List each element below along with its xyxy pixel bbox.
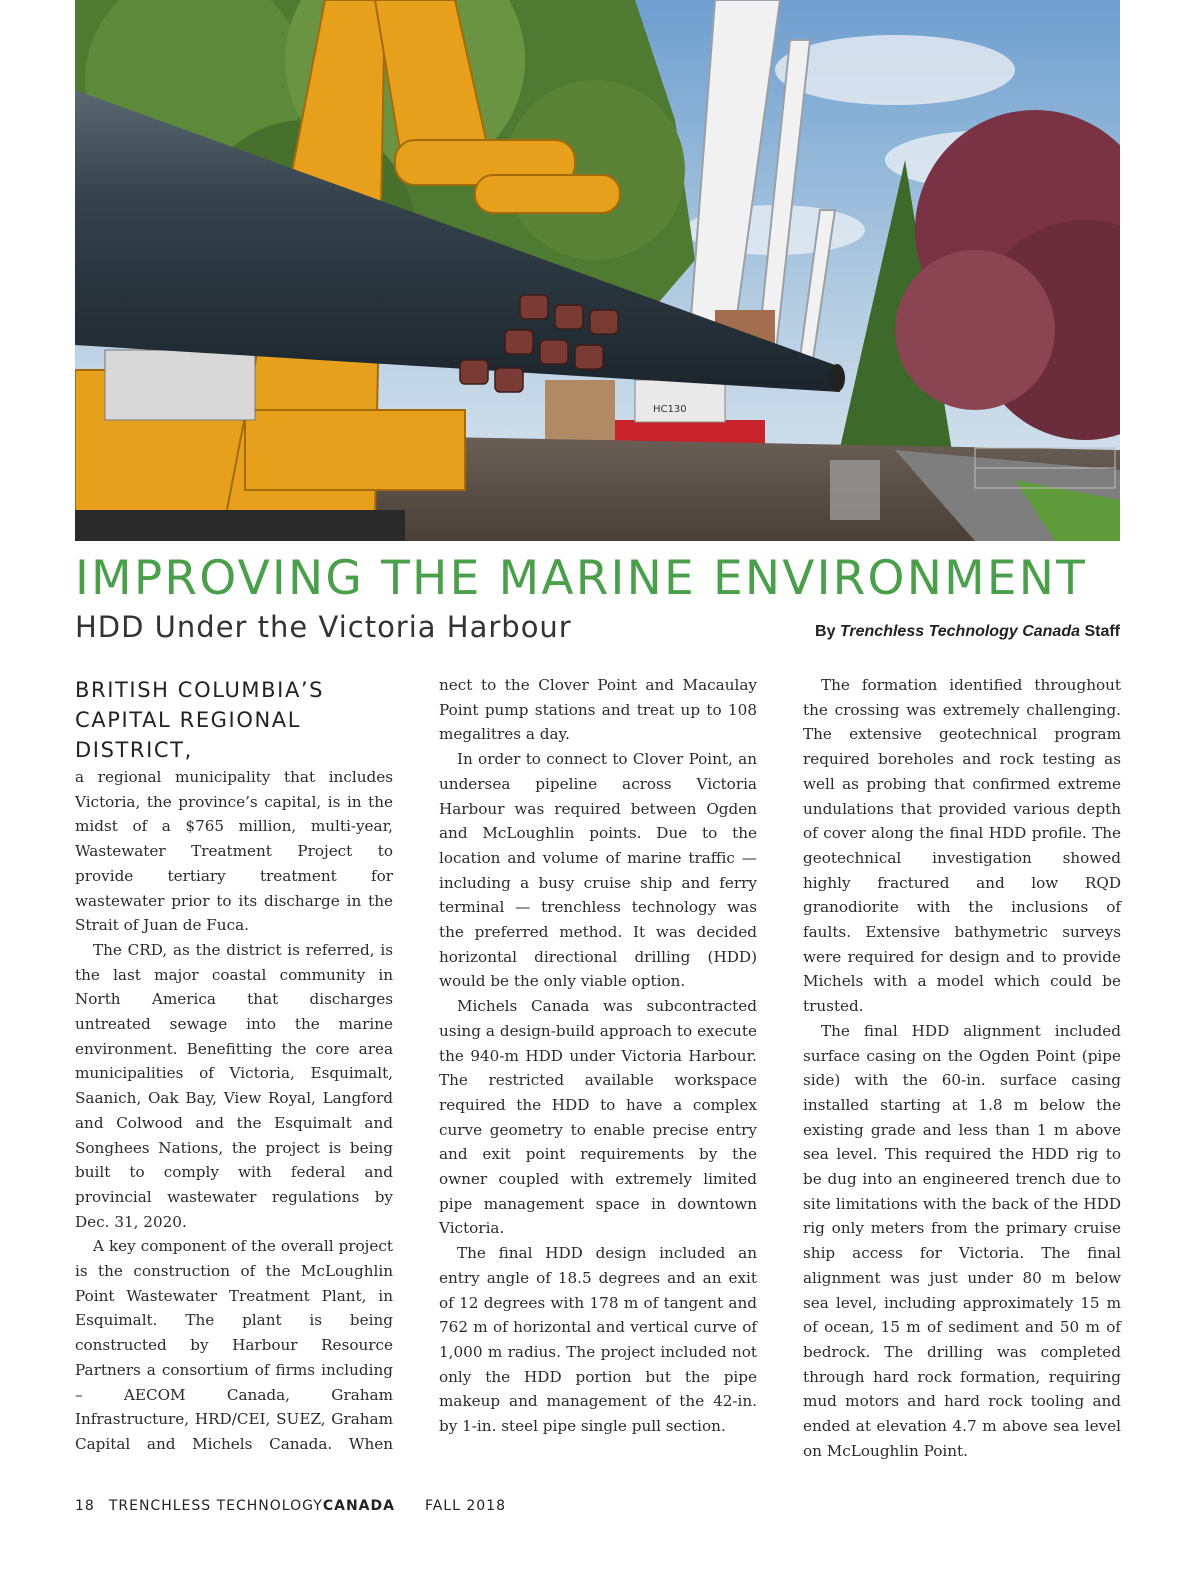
paragraph-8: The final HDD alignment included surface casing on the Ogden Point (pipe side) with the 60-in. surface casing installed starting at 1.8 m below the existing grade and less than 1 m above sea level. This required the HDD rig to be dug into an engineered trench due to site limitations with the back of the HDD rig only meters from the primary cruise ship access for Victoria. The final alignment was just under 80 m below sea level, including approximately 15 m of ocean, 15 m of sediment and 50 m of bedrock. The drilling was completed through hard rock formation, requiring mud motors and hard rock tooling and ended at elevation 4.7 m above sea level on McLoughlin Point. bbox=[803, 1021, 1121, 1460]
byline bbox=[815, 623, 1120, 641]
paragraph-4: In order to connect to Clover Point, an undersea pipeline across Victoria Harbour was required between Ogden and McLoughlin points. Due to the location and volume of marine traffic — including a busy cruise ship and ferry terminal — trenchless technology was the preferred method. It was decided horizontal directional drilling (HDD) would be the only viable option. bbox=[439, 750, 757, 991]
publication-name-bold: CANADA bbox=[322, 1498, 395, 1514]
paragraph-5: Michels Canada was subcontracted using a design-build approach to execute the 940-m HDD under Victoria Harbour. The restricted available workspace required the HDD to have a complex curve geometry to enable precise entry and exit point requirements by the owner coupled with extremely limited pipe management space in downtown Victoria. bbox=[439, 997, 757, 1238]
construction-site-illustration bbox=[75, 0, 1120, 541]
byline-publication: Trenchless Technology Canada bbox=[839, 623, 1080, 640]
paragraph-3-continued: nect to the Clover Point and Macaulay Point pump stations and treat up to 108 megalitres a day. bbox=[439, 676, 757, 744]
hero-photo bbox=[75, 0, 1120, 541]
column-3 bbox=[803, 673, 1121, 1464]
article-title: IMPROVING THE MARINE ENVIRONMENT bbox=[75, 551, 1088, 606]
article-kicker: BRITISH COLUMBIA’S CAPITAL REGIONAL DISTRICT, bbox=[75, 678, 325, 762]
issue-date: FALL 2018 bbox=[424, 1498, 506, 1514]
page-number: 18 bbox=[75, 1498, 95, 1514]
paragraph-7: The formation identified throughout the crossing was extremely challenging. The extensive geotechnical program required boreholes and rock testing as well as probing that confirmed extreme undulations that provided various depth of cover along the final HDD profile. The geotechnical investigation showed highly fractured and low RQD granodiorite with the inclusions of faults. Extensive bathymetric surveys were required for design and to provide Michels with a model which could be trusted. bbox=[803, 676, 1121, 1016]
column-1 bbox=[75, 673, 393, 1456]
byline-suffix: Staff bbox=[1080, 623, 1120, 640]
paragraph-1: a regional municipality that includes Victoria, the province’s capital, is in the midst of a $765 million, multi-year, Wastewater Treatment Project to provide tertiary treatment for wastewater prior to its discharge in the Strait of Juan de Fuca. bbox=[75, 768, 393, 935]
paragraph-6: The final HDD design included an entry angle of 18.5 degrees and an exit of 12 degrees with 178 m of tangent and 762 m of horizontal and vertical curve of 1,000 m radius. The project included not only the HDD portion but the pipe makeup and management of the 42-in. by 1-in. steel pipe single pull section. bbox=[439, 1244, 757, 1436]
page-footer bbox=[75, 1498, 506, 1514]
byline-prefix: By bbox=[815, 623, 840, 640]
paragraph-3: A key component of the overall project is the construction of the McLoughlin Point Wastewater Treatment Plant, in Esquimalt. The plant is being constructed by Harbour Resource Partners a consortium of firms including – AECOM Canada, Graham Infrastructure, HRD/CEI, SUEZ, Graham Capital and Michels Canada. When bbox=[75, 1237, 393, 1453]
column-2 bbox=[439, 673, 757, 1439]
publication-name: TRENCHLESS TECHNOLOGY bbox=[108, 1498, 323, 1514]
article-subtitle: HDD Under the Victoria Harbour bbox=[75, 610, 572, 644]
paragraph-2: The CRD, as the district is referred, is the last major coastal community in North America that discharges untreated sewage into the marine environment. Benefitting the core area municipalities of Victoria, Esquimalt, Saanich, Oak Bay, View Royal, Langford and Colwood and the Esquimalt and Songhees Nations, the project is being built to comply with federal and provincial wastewater regulations by Dec. 31, 2020. bbox=[75, 940, 393, 1231]
crane-model-text: HC130 bbox=[653, 404, 687, 415]
